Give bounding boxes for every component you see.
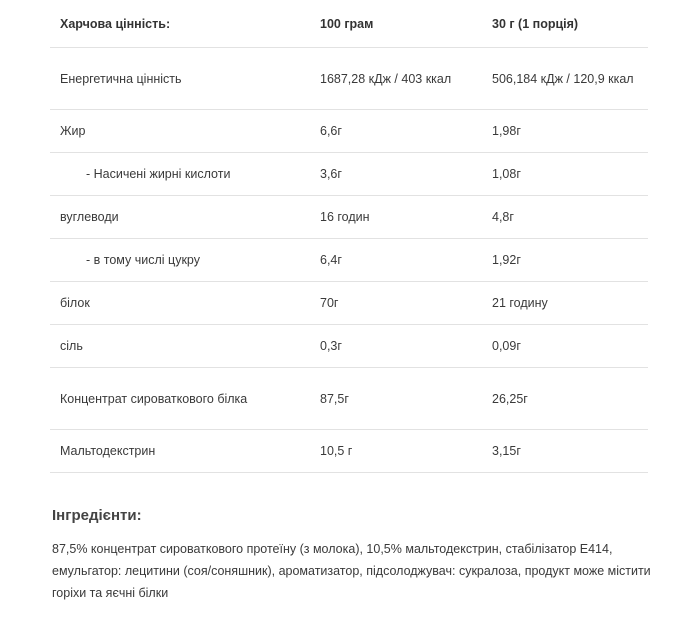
- row-per-serving: 1,92г: [482, 239, 648, 282]
- row-per-100g: 0,3г: [310, 325, 482, 368]
- row-label: Жир: [50, 110, 310, 153]
- row-per-serving: 506,184 кДж / 120,9 ккал: [482, 48, 648, 110]
- row-per-serving: 1,98г: [482, 110, 648, 153]
- row-per-100g: 3,6г: [310, 153, 482, 196]
- row-per-100g: 1687,28 кДж / 403 ккал: [310, 48, 482, 110]
- row-label: білок: [50, 282, 310, 325]
- header-per-100g: 100 грам: [310, 0, 482, 48]
- table-row: [50, 325, 648, 368]
- row-per-100g: 87,5г: [310, 368, 482, 430]
- table-row: [50, 430, 648, 473]
- row-per-100g: 6,4г: [310, 239, 482, 282]
- table-row: [50, 368, 648, 430]
- table-row: [50, 239, 648, 282]
- row-per-serving: 0,09г: [482, 325, 648, 368]
- header-per-serving: 30 г (1 порція): [482, 0, 648, 48]
- row-per-100g: 6,6г: [310, 110, 482, 153]
- header-nutrition: Харчова цінність:: [50, 0, 310, 48]
- row-label: - в тому числі цукру: [50, 239, 310, 282]
- row-label: Енергетична цінність: [50, 48, 310, 110]
- row-label: сіль: [50, 325, 310, 368]
- row-per-serving: 26,25г: [482, 368, 648, 430]
- table-row: [50, 282, 648, 325]
- nutrition-table: [50, 0, 648, 473]
- row-label: вуглеводи: [50, 196, 310, 239]
- row-label: Мальтодекстрин: [50, 430, 310, 473]
- row-per-serving: 4,8г: [482, 196, 648, 239]
- row-per-serving: 3,15г: [482, 430, 648, 473]
- table-row: [50, 196, 648, 239]
- row-label: - Насичені жирні кислоти: [50, 153, 310, 196]
- ingredients-text: 87,5% концентрат сироваткового протеїну (з молока), 10,5% мальтодекстрин, стабілізатор Е414, емульгатор: лецитини (соя/соняшник), ароматизатор, підсолоджувач: сукралоза, продукт може містити горіхи та яєчні білки: [52, 542, 651, 600]
- table-row: [50, 153, 648, 196]
- table-row: [50, 110, 648, 153]
- row-per-serving: 1,08г: [482, 153, 648, 196]
- row-per-100g: 70г: [310, 282, 482, 325]
- row-per-100g: 16 годин: [310, 196, 482, 239]
- row-per-serving: 21 годину: [482, 282, 648, 325]
- table-row: [50, 48, 648, 110]
- row-label: Концентрат сироваткового білка: [50, 368, 310, 430]
- ingredients-title: Інгредієнти:: [52, 507, 142, 524]
- table-header-row: [50, 0, 648, 48]
- row-per-100g: 10,5 г: [310, 430, 482, 473]
- ingredients-section: [52, 507, 652, 604]
